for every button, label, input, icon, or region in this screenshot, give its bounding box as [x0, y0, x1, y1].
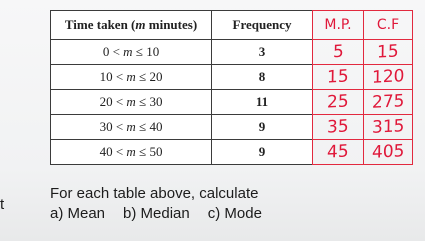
frequency-table-header	[51, 11, 313, 40]
interval-cell: 0 < m ≤ 10	[51, 40, 212, 65]
handwritten-columns	[312, 10, 413, 165]
instruction-parts	[50, 205, 262, 222]
handwritten-row	[313, 40, 413, 65]
frequency-cell: 8	[212, 65, 313, 90]
part-mode: c) Mode	[207, 205, 262, 222]
table-row	[51, 40, 313, 65]
midpoint-cell: 15	[313, 65, 364, 90]
part-median: b) Median	[123, 205, 190, 222]
midpoint-cell: 5	[313, 40, 364, 65]
frequency-cell: 11	[212, 90, 313, 115]
table-row	[51, 140, 313, 165]
midpoint-cell: 25	[313, 90, 364, 115]
interval-cell: 30 < m ≤ 40	[51, 115, 212, 140]
table-row	[51, 90, 313, 115]
header-cumulative-frequency: C.F	[364, 11, 413, 40]
handwritten-header	[313, 11, 413, 40]
handwritten-row	[313, 65, 413, 90]
header-midpoint: M.P.	[313, 11, 364, 40]
edge-letter: t	[0, 196, 5, 213]
part-mean: a) Mean	[50, 205, 106, 222]
frequency-cell: 9	[212, 140, 313, 165]
cumulative-cell: 275	[364, 90, 413, 115]
header-time-taken: Time taken (m minutes)	[51, 11, 212, 40]
cumulative-cell: 120	[364, 65, 413, 90]
frequency-cell: 3	[212, 40, 313, 65]
instruction-prompt: For each table above, calculate	[50, 185, 259, 202]
frequency-table	[50, 10, 313, 165]
handwritten-row	[313, 90, 413, 115]
table-row	[51, 115, 313, 140]
frequency-cell: 9	[212, 115, 313, 140]
cumulative-cell: 15	[364, 40, 413, 65]
handwritten-row	[313, 115, 413, 140]
cumulative-cell: 315	[364, 115, 413, 140]
interval-cell: 20 < m ≤ 30	[51, 90, 212, 115]
header-frequency: Frequency	[212, 11, 313, 40]
table-row	[51, 65, 313, 90]
midpoint-cell: 35	[313, 115, 364, 140]
interval-cell: 40 < m ≤ 50	[51, 140, 212, 165]
handwritten-row	[313, 140, 413, 165]
midpoint-cell: 45	[313, 140, 364, 165]
interval-cell: 10 < m ≤ 20	[51, 65, 212, 90]
cumulative-cell: 405	[364, 140, 413, 165]
